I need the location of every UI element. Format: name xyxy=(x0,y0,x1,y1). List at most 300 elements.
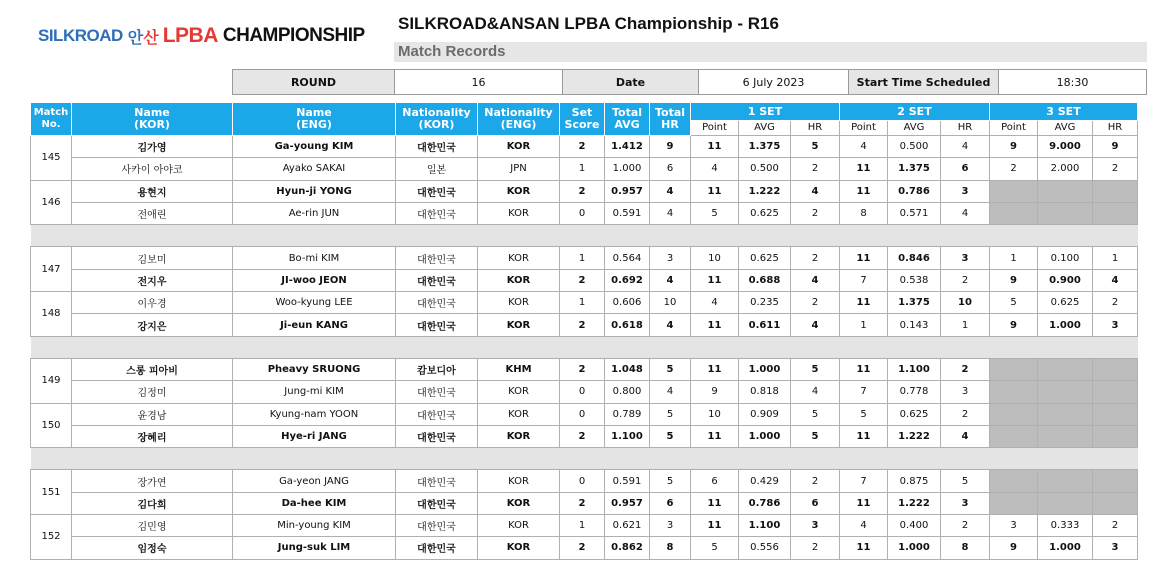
set3-point: 5 xyxy=(990,292,1038,314)
set-score: 1 xyxy=(560,515,605,537)
player-name-kor: 장가연 xyxy=(72,470,233,492)
player-name-kor: 전애린 xyxy=(72,202,233,224)
set3-point-empty xyxy=(990,403,1038,425)
set2-avg: 0.625 xyxy=(888,403,941,425)
player-name-eng: Ga-young KIM xyxy=(233,136,396,158)
set2-hr: 6 xyxy=(941,158,990,180)
set2-avg: 1.222 xyxy=(888,492,941,514)
separator-row xyxy=(31,225,1138,247)
set-score: 2 xyxy=(560,314,605,336)
nationality-eng: KOR xyxy=(478,515,560,537)
set1-point: 4 xyxy=(691,292,739,314)
set3-avg: 2.000 xyxy=(1038,158,1093,180)
logo-silkroad: SILKROAD xyxy=(38,26,123,45)
total-avg: 1.412 xyxy=(605,136,650,158)
nationality-eng: KOR xyxy=(478,381,560,403)
logo-ansan xyxy=(128,25,159,48)
total-hr: 8 xyxy=(650,537,691,559)
set2-avg: 0.786 xyxy=(888,180,941,202)
set1-point: 11 xyxy=(691,358,739,380)
total-avg: 1.000 xyxy=(605,158,650,180)
set3-hr: 9 xyxy=(1093,136,1138,158)
match-number-cell: 146 xyxy=(31,180,72,225)
set3-avg: 0.100 xyxy=(1038,247,1093,269)
set1-point: 11 xyxy=(691,492,739,514)
set2-avg: 1.222 xyxy=(888,425,941,447)
set2-point: 7 xyxy=(840,269,888,291)
set2-hr: 3 xyxy=(941,492,990,514)
set2-avg: 1.375 xyxy=(888,292,941,314)
logo-ansan-b: 산 xyxy=(143,29,159,47)
nationality-eng: KOR xyxy=(478,269,560,291)
set1-hr: 2 xyxy=(791,470,840,492)
set1-hr: 6 xyxy=(791,492,840,514)
set2-point: 8 xyxy=(840,202,888,224)
set2-point: 11 xyxy=(840,425,888,447)
set-score: 1 xyxy=(560,158,605,180)
set3-hr: 2 xyxy=(1093,515,1138,537)
col-set-3: 3 SET xyxy=(990,103,1138,121)
set1-avg: 0.688 xyxy=(739,269,791,291)
set-score: 1 xyxy=(560,292,605,314)
set3-hr-empty xyxy=(1093,403,1138,425)
set1-avg: 1.000 xyxy=(739,358,791,380)
set1-avg: 1.000 xyxy=(739,425,791,447)
nationality-kor: 대한민국 xyxy=(396,136,478,158)
match-number-cell: 149 xyxy=(31,358,72,403)
total-avg: 0.957 xyxy=(605,180,650,202)
set2-point: 11 xyxy=(840,492,888,514)
nationality-kor: 캄보디아 xyxy=(396,358,478,380)
col-set3-point: Point xyxy=(990,121,1038,136)
col-nationality-eng: Nationality (ENG) xyxy=(478,103,560,136)
table-row xyxy=(31,180,1138,202)
set1-avg: 0.611 xyxy=(739,314,791,336)
set3-point-empty xyxy=(990,381,1038,403)
nationality-kor: 대한민국 xyxy=(396,314,478,336)
nationality-kor: 대한민국 xyxy=(396,492,478,514)
set-score: 2 xyxy=(560,136,605,158)
player-name-kor: 강지은 xyxy=(72,314,233,336)
player-name-kor: 용현지 xyxy=(72,180,233,202)
table-row xyxy=(31,358,1138,380)
col-set-1: 1 SET xyxy=(691,103,840,121)
col-name-kor: Name (KOR) xyxy=(72,103,233,136)
player-name-eng: Ae-rin JUN xyxy=(233,202,396,224)
table-row xyxy=(31,403,1138,425)
col-set-2: 2 SET xyxy=(840,103,990,121)
total-avg: 0.591 xyxy=(605,470,650,492)
set2-point: 4 xyxy=(840,136,888,158)
set3-point-empty xyxy=(990,492,1038,514)
set2-avg: 0.538 xyxy=(888,269,941,291)
col-set3-hr: HR xyxy=(1093,121,1138,136)
nationality-kor: 대한민국 xyxy=(396,180,478,202)
table-row xyxy=(31,470,1138,492)
separator-row xyxy=(31,448,1138,470)
player-name-eng: Ga-yeon JANG xyxy=(233,470,396,492)
nationality-kor: 대한민국 xyxy=(396,425,478,447)
table-row xyxy=(31,537,1138,559)
set1-hr: 5 xyxy=(791,425,840,447)
separator-cell xyxy=(31,225,1138,247)
player-name-eng: Woo-kyung LEE xyxy=(233,292,396,314)
set2-hr: 2 xyxy=(941,403,990,425)
player-name-eng: Bo-mi KIM xyxy=(233,247,396,269)
total-avg: 0.800 xyxy=(605,381,650,403)
total-avg: 0.957 xyxy=(605,492,650,514)
set2-hr: 10 xyxy=(941,292,990,314)
set3-point: 9 xyxy=(990,314,1038,336)
set3-hr: 2 xyxy=(1093,292,1138,314)
total-avg: 0.591 xyxy=(605,202,650,224)
nationality-eng: KHM xyxy=(478,358,560,380)
set1-avg: 0.500 xyxy=(739,158,791,180)
set1-point: 5 xyxy=(691,537,739,559)
match-number-cell: 152 xyxy=(31,515,72,560)
start-time-label: Start Time Scheduled xyxy=(849,70,999,95)
player-name-kor: 전지우 xyxy=(72,269,233,291)
set3-hr-empty xyxy=(1093,381,1138,403)
set2-avg: 0.143 xyxy=(888,314,941,336)
set2-point: 11 xyxy=(840,180,888,202)
player-name-kor: 김가영 xyxy=(72,136,233,158)
match-records-table xyxy=(30,102,1138,560)
player-name-eng: Ji-eun KANG xyxy=(233,314,396,336)
set3-point-empty xyxy=(990,425,1038,447)
separator-row xyxy=(31,336,1138,358)
set3-hr: 4 xyxy=(1093,269,1138,291)
set2-point: 7 xyxy=(840,470,888,492)
table-row xyxy=(31,158,1138,180)
col-total-hr: Total HR xyxy=(650,103,691,136)
player-name-eng: Da-hee KIM xyxy=(233,492,396,514)
nationality-eng: KOR xyxy=(478,202,560,224)
player-name-eng: Hyun-ji YONG xyxy=(233,180,396,202)
col-set3-avg: AVG xyxy=(1038,121,1093,136)
set2-point: 5 xyxy=(840,403,888,425)
nationality-kor: 대한민국 xyxy=(396,292,478,314)
set1-hr: 5 xyxy=(791,136,840,158)
set3-avg: 0.900 xyxy=(1038,269,1093,291)
set2-avg: 0.846 xyxy=(888,247,941,269)
nationality-eng: KOR xyxy=(478,403,560,425)
total-hr: 4 xyxy=(650,314,691,336)
set3-avg: 1.000 xyxy=(1038,314,1093,336)
records-body xyxy=(31,136,1138,560)
set3-avg: 1.000 xyxy=(1038,537,1093,559)
championship-logo xyxy=(38,20,365,52)
set1-hr: 2 xyxy=(791,292,840,314)
player-name-eng: Ayako SAKAI xyxy=(233,158,396,180)
set2-avg: 1.375 xyxy=(888,158,941,180)
total-avg: 1.048 xyxy=(605,358,650,380)
set1-point: 11 xyxy=(691,269,739,291)
player-name-kor: 윤경남 xyxy=(72,403,233,425)
set1-avg: 1.375 xyxy=(739,136,791,158)
set2-hr: 5 xyxy=(941,470,990,492)
player-name-eng: JI-woo JEON xyxy=(233,269,396,291)
set-score: 2 xyxy=(560,269,605,291)
set1-hr: 2 xyxy=(791,537,840,559)
set1-hr: 5 xyxy=(791,403,840,425)
nationality-kor: 대한민국 xyxy=(396,403,478,425)
table-row xyxy=(31,492,1138,514)
set2-point: 11 xyxy=(840,358,888,380)
nationality-kor: 일본 xyxy=(396,158,478,180)
set3-point: 3 xyxy=(990,515,1038,537)
player-name-kor: 김정미 xyxy=(72,381,233,403)
col-set1-point: Point xyxy=(691,121,739,136)
set3-avg-empty xyxy=(1038,403,1093,425)
total-hr: 5 xyxy=(650,425,691,447)
logo-championship: CHAMPIONSHIP xyxy=(222,25,365,46)
set1-point: 5 xyxy=(691,202,739,224)
nationality-eng: KOR xyxy=(478,180,560,202)
col-total-avg: Total AVG xyxy=(605,103,650,136)
table-row xyxy=(31,425,1138,447)
set2-hr: 4 xyxy=(941,425,990,447)
set2-hr: 1 xyxy=(941,314,990,336)
set2-hr: 4 xyxy=(941,202,990,224)
set1-avg: 0.429 xyxy=(739,470,791,492)
nationality-eng: KOR xyxy=(478,470,560,492)
player-name-kor: 임정숙 xyxy=(72,537,233,559)
col-set1-hr: HR xyxy=(791,121,840,136)
total-avg: 0.606 xyxy=(605,292,650,314)
col-set2-point: Point xyxy=(840,121,888,136)
set-score: 2 xyxy=(560,425,605,447)
date-value: 6 July 2023 xyxy=(699,70,849,95)
set3-point-empty xyxy=(990,358,1038,380)
set2-avg: 0.778 xyxy=(888,381,941,403)
player-name-kor: 장혜리 xyxy=(72,425,233,447)
total-hr: 3 xyxy=(650,515,691,537)
player-name-eng: Hye-ri JANG xyxy=(233,425,396,447)
round-value: 16 xyxy=(395,70,563,95)
set2-hr: 2 xyxy=(941,269,990,291)
nationality-eng: KOR xyxy=(478,292,560,314)
set1-avg: 1.100 xyxy=(739,515,791,537)
total-hr: 5 xyxy=(650,403,691,425)
col-set-score: Set Score xyxy=(560,103,605,136)
set1-point: 11 xyxy=(691,180,739,202)
logo-ansan-a: 안 xyxy=(127,29,144,47)
total-hr: 10 xyxy=(650,292,691,314)
table-row xyxy=(31,314,1138,336)
set3-hr-empty xyxy=(1093,425,1138,447)
set1-point: 9 xyxy=(691,381,739,403)
set1-hr: 5 xyxy=(791,358,840,380)
player-name-kor: 김보미 xyxy=(72,247,233,269)
set1-hr: 2 xyxy=(791,202,840,224)
separator-cell xyxy=(31,336,1138,358)
match-number-cell: 151 xyxy=(31,470,72,515)
set3-point: 9 xyxy=(990,269,1038,291)
set2-hr: 3 xyxy=(941,247,990,269)
set1-point: 11 xyxy=(691,515,739,537)
start-time-value: 18:30 xyxy=(999,70,1147,95)
set-score: 0 xyxy=(560,202,605,224)
set1-avg: 0.235 xyxy=(739,292,791,314)
set2-hr: 4 xyxy=(941,136,990,158)
set1-avg: 0.909 xyxy=(739,403,791,425)
col-set2-hr: HR xyxy=(941,121,990,136)
player-name-eng: Jung-suk LIM xyxy=(233,537,396,559)
set1-point: 4 xyxy=(691,158,739,180)
set3-hr: 2 xyxy=(1093,158,1138,180)
set2-point: 11 xyxy=(840,537,888,559)
col-name-eng: Name (ENG) xyxy=(233,103,396,136)
set-score: 2 xyxy=(560,180,605,202)
total-avg: 0.618 xyxy=(605,314,650,336)
total-hr: 6 xyxy=(650,492,691,514)
set1-hr: 2 xyxy=(791,247,840,269)
set1-point: 10 xyxy=(691,403,739,425)
total-avg: 0.789 xyxy=(605,403,650,425)
set2-point: 7 xyxy=(840,381,888,403)
total-hr: 4 xyxy=(650,381,691,403)
match-number-cell: 148 xyxy=(31,292,72,337)
set2-avg: 1.100 xyxy=(888,358,941,380)
total-hr: 3 xyxy=(650,247,691,269)
set1-avg: 0.786 xyxy=(739,492,791,514)
section-title: Match Records xyxy=(394,42,1147,62)
nationality-eng: KOR xyxy=(478,425,560,447)
separator-cell xyxy=(31,448,1138,470)
date-label: Date xyxy=(563,70,699,95)
set2-avg: 1.000 xyxy=(888,537,941,559)
set2-avg: 0.571 xyxy=(888,202,941,224)
set1-hr: 4 xyxy=(791,180,840,202)
set3-hr: 3 xyxy=(1093,314,1138,336)
set3-avg: 9.000 xyxy=(1038,136,1093,158)
set2-hr: 8 xyxy=(941,537,990,559)
nationality-eng: KOR xyxy=(478,537,560,559)
set2-avg: 0.500 xyxy=(888,136,941,158)
set3-point: 9 xyxy=(990,537,1038,559)
col-nationality-kor: Nationality (KOR) xyxy=(396,103,478,136)
nationality-kor: 대한민국 xyxy=(396,202,478,224)
set2-hr: 2 xyxy=(941,515,990,537)
set2-point: 11 xyxy=(840,247,888,269)
set3-hr: 3 xyxy=(1093,537,1138,559)
nationality-kor: 대한민국 xyxy=(396,247,478,269)
set3-point: 1 xyxy=(990,247,1038,269)
table-row xyxy=(31,515,1138,537)
set3-hr-empty xyxy=(1093,358,1138,380)
set3-avg-empty xyxy=(1038,381,1093,403)
round-label: ROUND xyxy=(233,70,395,95)
match-number-cell: 150 xyxy=(31,403,72,448)
total-avg: 0.621 xyxy=(605,515,650,537)
set3-point-empty xyxy=(990,470,1038,492)
total-hr: 6 xyxy=(650,158,691,180)
nationality-eng: KOR xyxy=(478,492,560,514)
col-set1-avg: AVG xyxy=(739,121,791,136)
nationality-eng: KOR xyxy=(478,314,560,336)
set1-avg: 0.818 xyxy=(739,381,791,403)
set3-hr: 1 xyxy=(1093,247,1138,269)
set3-point-empty xyxy=(990,202,1038,224)
nationality-kor: 대한민국 xyxy=(396,470,478,492)
set3-avg-empty xyxy=(1038,180,1093,202)
match-number-cell: 145 xyxy=(31,136,72,181)
player-name-kor: 스롱 피아비 xyxy=(72,358,233,380)
player-name-eng: Jung-mi KIM xyxy=(233,381,396,403)
player-name-kor: 사카이 아야코 xyxy=(72,158,233,180)
total-hr: 5 xyxy=(650,358,691,380)
total-avg: 0.692 xyxy=(605,269,650,291)
set2-hr: 2 xyxy=(941,358,990,380)
set3-point: 9 xyxy=(990,136,1038,158)
set1-point: 10 xyxy=(691,247,739,269)
set-score: 1 xyxy=(560,247,605,269)
total-hr: 4 xyxy=(650,180,691,202)
set3-avg: 0.333 xyxy=(1038,515,1093,537)
total-avg: 1.100 xyxy=(605,425,650,447)
logo-lpba: LPBA xyxy=(162,24,218,47)
set2-point: 11 xyxy=(840,292,888,314)
set1-hr: 3 xyxy=(791,515,840,537)
col-match-no: Match No. xyxy=(31,103,72,136)
total-hr: 5 xyxy=(650,470,691,492)
set-score: 0 xyxy=(560,470,605,492)
set3-avg-empty xyxy=(1038,202,1093,224)
nationality-kor: 대한민국 xyxy=(396,269,478,291)
set2-hr: 3 xyxy=(941,381,990,403)
set1-hr: 4 xyxy=(791,381,840,403)
set3-avg-empty xyxy=(1038,470,1093,492)
set3-hr-empty xyxy=(1093,180,1138,202)
col-set2-avg: AVG xyxy=(888,121,941,136)
set3-hr-empty xyxy=(1093,470,1138,492)
set1-point: 6 xyxy=(691,470,739,492)
set1-avg: 1.222 xyxy=(739,180,791,202)
nationality-kor: 대한민국 xyxy=(396,537,478,559)
table-row xyxy=(31,269,1138,291)
player-name-eng: Min-young KIM xyxy=(233,515,396,537)
set-score: 2 xyxy=(560,492,605,514)
set1-avg: 0.625 xyxy=(739,247,791,269)
nationality-eng: JPN xyxy=(478,158,560,180)
set3-hr-empty xyxy=(1093,492,1138,514)
set1-hr: 4 xyxy=(791,269,840,291)
set3-point: 2 xyxy=(990,158,1038,180)
set2-point: 11 xyxy=(840,158,888,180)
nationality-eng: KOR xyxy=(478,136,560,158)
table-row xyxy=(31,381,1138,403)
set1-hr: 2 xyxy=(791,158,840,180)
round-info-table xyxy=(232,69,1147,95)
set-score: 0 xyxy=(560,381,605,403)
set1-point: 11 xyxy=(691,314,739,336)
page-title: SILKROAD&ANSAN LPBA Championship - R16 xyxy=(398,14,779,33)
set3-hr-empty xyxy=(1093,202,1138,224)
total-hr: 9 xyxy=(650,136,691,158)
set1-avg: 0.625 xyxy=(739,202,791,224)
set-score: 2 xyxy=(560,537,605,559)
set2-avg: 0.400 xyxy=(888,515,941,537)
set2-hr: 3 xyxy=(941,180,990,202)
set2-point: 1 xyxy=(840,314,888,336)
nationality-kor: 대한민국 xyxy=(396,381,478,403)
player-name-eng: Kyung-nam YOON xyxy=(233,403,396,425)
match-number-cell: 147 xyxy=(31,247,72,292)
set-score: 2 xyxy=(560,358,605,380)
set3-point-empty xyxy=(990,180,1038,202)
total-avg: 0.564 xyxy=(605,247,650,269)
